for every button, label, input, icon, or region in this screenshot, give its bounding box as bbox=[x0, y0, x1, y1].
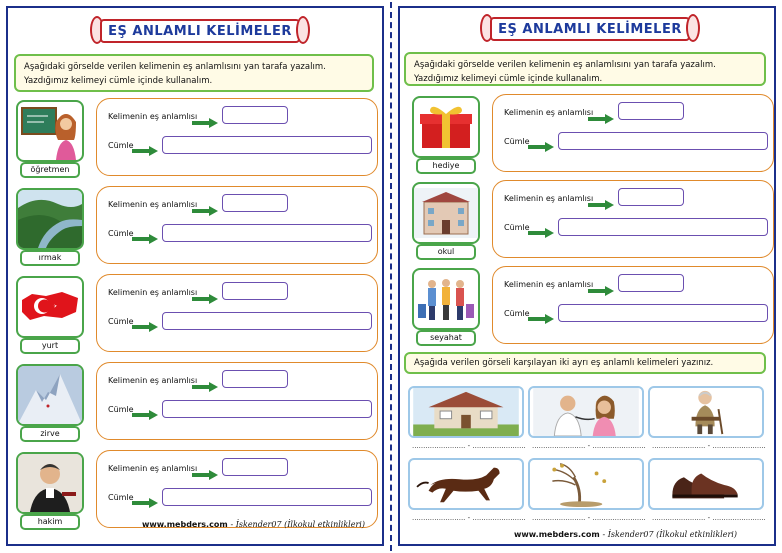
left-footer bbox=[142, 520, 365, 529]
old-man-icon bbox=[650, 388, 762, 436]
left-sentence-label: Cümle bbox=[108, 141, 134, 150]
arrow-icon bbox=[132, 493, 158, 503]
arrow-icon bbox=[132, 141, 158, 151]
left-synonym-label: Kelimenin eş anlamlısı bbox=[108, 112, 198, 121]
right-sentence-input[interactable] bbox=[558, 132, 768, 150]
right-title-banner bbox=[480, 14, 700, 44]
answer-blank[interactable]: ........................ - ........................ bbox=[652, 442, 766, 450]
picture-card bbox=[648, 458, 764, 510]
right-synonym-label: Kelimenin eş anlamlısı bbox=[504, 108, 594, 117]
right-word-label: seyahat bbox=[416, 330, 476, 346]
teacher-icon bbox=[18, 102, 82, 160]
footer-author: - İskender07 (İlkokul etkinlikleri) bbox=[602, 530, 737, 539]
left-sentence-label: Cümle bbox=[108, 317, 134, 326]
left-synonym-input[interactable] bbox=[222, 106, 288, 124]
answer-blank[interactable]: ........................ - ........................ bbox=[532, 442, 646, 450]
left-synonym-input[interactable] bbox=[222, 194, 288, 212]
mountain-peak-icon bbox=[18, 366, 82, 424]
right-sentence-label: Cümle bbox=[504, 309, 530, 318]
left-yurt-picture bbox=[16, 276, 84, 338]
left-ırmak-picture bbox=[16, 188, 84, 250]
left-instruction: Aşağıdaki görselde verilen kelimenin eş anlamlısını yan tarafa yazalım. Yazdığımız kelimeyi cümle içinde kullanalım. bbox=[14, 54, 374, 92]
left-sentence-input[interactable] bbox=[162, 400, 372, 418]
arrow-icon bbox=[132, 405, 158, 415]
page-divider bbox=[390, 2, 392, 551]
left-sentence-label: Cümle bbox=[108, 229, 134, 238]
right-seyahat-picture bbox=[412, 268, 480, 330]
school-icon bbox=[414, 184, 478, 242]
right-synonym-input[interactable] bbox=[618, 102, 684, 120]
judge-icon bbox=[18, 454, 82, 512]
left-word-label: yurt bbox=[20, 338, 80, 354]
left-synonym-label: Kelimenin eş anlamlısı bbox=[108, 464, 198, 473]
left-word-label: öğretmen bbox=[20, 162, 80, 178]
horse-icon bbox=[410, 460, 522, 508]
right-sentence-label: Cümle bbox=[504, 223, 530, 232]
left-word-label: ırmak bbox=[20, 250, 80, 266]
left-word-label: zirve bbox=[20, 426, 80, 442]
left-synonym-input[interactable] bbox=[222, 458, 288, 476]
arrow-icon bbox=[528, 223, 554, 233]
arrow-icon bbox=[132, 229, 158, 239]
footer-author: - İskender07 (İlkokul etkinlikleri) bbox=[230, 520, 365, 529]
right-okul-picture bbox=[412, 182, 480, 244]
left-sentence-input[interactable] bbox=[162, 136, 372, 154]
shoes-icon bbox=[650, 460, 762, 508]
arrow-icon bbox=[132, 317, 158, 327]
arrow-icon bbox=[192, 113, 218, 123]
turkey-flag-map-icon bbox=[18, 278, 82, 336]
left-synonym-label: Kelimenin eş anlamlısı bbox=[108, 376, 198, 385]
right-word-label: okul bbox=[416, 244, 476, 260]
arrow-icon bbox=[192, 201, 218, 211]
right-synonym-input[interactable] bbox=[618, 274, 684, 292]
answer-blank[interactable]: ........................ - ........................ bbox=[412, 442, 526, 450]
arrow-icon bbox=[192, 377, 218, 387]
arrow-icon bbox=[588, 195, 614, 205]
arrow-icon bbox=[192, 465, 218, 475]
left-page-title: EŞ ANLAMLI KELİMELER bbox=[108, 23, 292, 39]
left-sentence-input[interactable] bbox=[162, 224, 372, 242]
left-synonym-input[interactable] bbox=[222, 370, 288, 388]
arrow-icon bbox=[588, 109, 614, 119]
left-sentence-input[interactable] bbox=[162, 488, 372, 506]
right-footer bbox=[514, 530, 737, 539]
right-page-title: EŞ ANLAMLI KELİMELER bbox=[498, 21, 682, 37]
right-synonym-input[interactable] bbox=[618, 188, 684, 206]
right-word-label: hediye bbox=[416, 158, 476, 174]
answer-blank[interactable]: ........................ - ........................ bbox=[532, 514, 646, 522]
picture-card bbox=[528, 458, 644, 510]
left-synonym-input[interactable] bbox=[222, 282, 288, 300]
left-title-banner bbox=[90, 16, 310, 46]
arrow-icon bbox=[528, 137, 554, 147]
right-synonym-label: Kelimenin eş anlamlısı bbox=[504, 280, 594, 289]
left-synonym-label: Kelimenin eş anlamlısı bbox=[108, 200, 198, 209]
picture-card bbox=[648, 386, 764, 438]
right-instruction: Aşağıdaki görselde verilen kelimenin eş anlamlısını yan tarafa yazalım. Yazdığımız kelimeyi cümle içinde kullanalım. bbox=[404, 52, 766, 86]
picture-card bbox=[408, 458, 524, 510]
left-sentence-label: Cümle bbox=[108, 405, 134, 414]
left-word-label: hakim bbox=[20, 514, 80, 530]
left-zirve-picture bbox=[16, 364, 84, 426]
right-synonym-label: Kelimenin eş anlamlısı bbox=[504, 194, 594, 203]
gift-icon bbox=[414, 98, 478, 156]
arrow-icon bbox=[192, 289, 218, 299]
right-hediye-picture bbox=[412, 96, 480, 158]
answer-blank[interactable]: ........................ - ........................ bbox=[652, 514, 766, 522]
arrow-icon bbox=[588, 281, 614, 291]
left-sentence-input[interactable] bbox=[162, 312, 372, 330]
river-icon bbox=[18, 190, 82, 248]
left-öğretmen-picture bbox=[16, 100, 84, 162]
doctor-icon bbox=[530, 388, 642, 436]
house-icon bbox=[410, 388, 522, 436]
left-hakim-picture bbox=[16, 452, 84, 514]
footer-site: www.mebders.com bbox=[142, 520, 231, 529]
right-instruction-2: Aşağıda verilen görseli karşılayan iki ayrı eş anlamlı kelimeleri yazınız. bbox=[404, 352, 766, 374]
arrow-icon bbox=[528, 309, 554, 319]
footer-site: www.mebders.com bbox=[514, 530, 603, 539]
right-sentence-label: Cümle bbox=[504, 137, 530, 146]
picture-card bbox=[528, 386, 644, 438]
picture-card bbox=[408, 386, 524, 438]
travelers-icon bbox=[414, 270, 478, 328]
right-sentence-input[interactable] bbox=[558, 218, 768, 236]
right-sentence-input[interactable] bbox=[558, 304, 768, 322]
left-sentence-label: Cümle bbox=[108, 493, 134, 502]
wind-tree-icon bbox=[530, 460, 642, 508]
left-synonym-label: Kelimenin eş anlamlısı bbox=[108, 288, 198, 297]
answer-blank[interactable]: ........................ - ........................ bbox=[412, 514, 526, 522]
